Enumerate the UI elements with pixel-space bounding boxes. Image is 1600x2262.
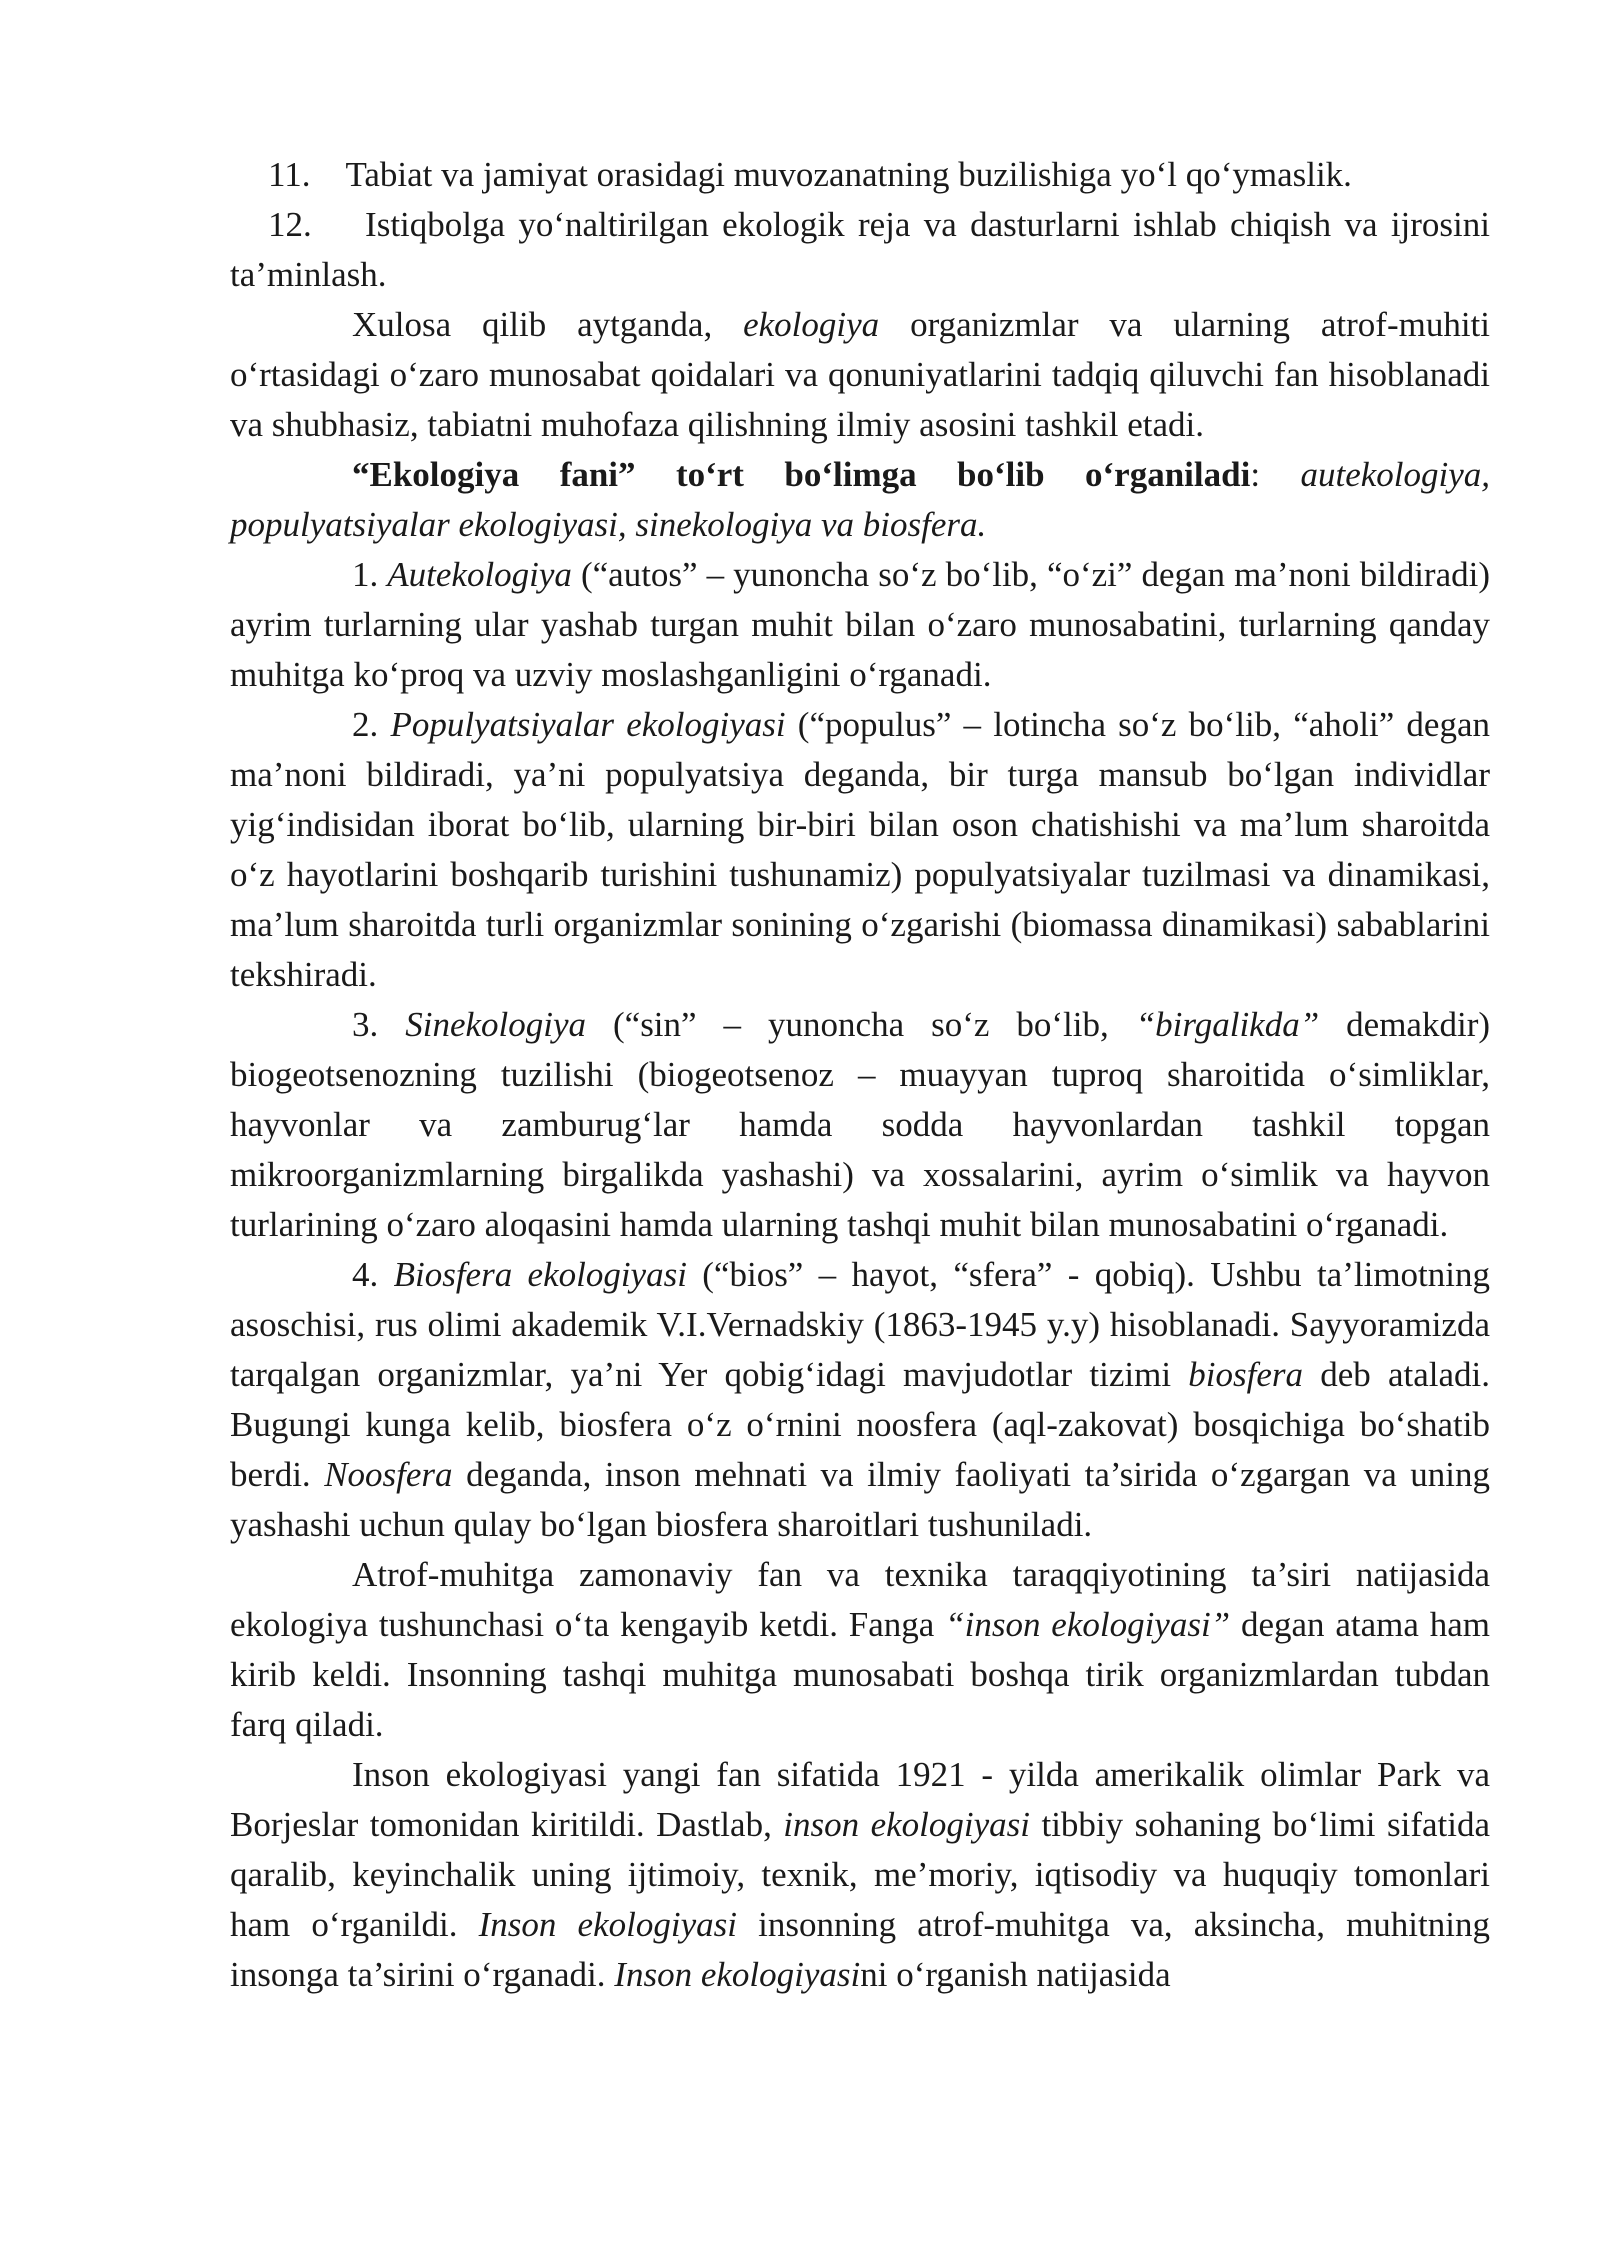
paragraph-human-ecology-intro: Atrof-muhitga zamonaviy fan va texnika taraqqiyotining ta’siri natijasida ekologiya tushunchasi o‘ta kengayib ketdi. Fanga “inson ekologiyasi” degan atama ham kirib keldi. Insonning tashqi muhitga munosabati boshqa tirik organizmlardan tubdan farq qiladi. bbox=[230, 1555, 1490, 1744]
list-text: Istiqbolga yo‘naltirilgan ekologik reja va dasturlarni ishlab chiqish va ijrosini ta’minlash. bbox=[230, 205, 1490, 294]
paragraph-autecology: 1. Autekologiya (“autos” – yunoncha so‘z bo‘lib, “o‘zi” degan ma’noni bildiradi) ayrim turlarning ular yashab turgan muhit bilan o‘zaro munosabatini, turlarning qanday muhitga ko‘proq va uzviy moslashganligini o‘rganadi. bbox=[230, 555, 1490, 694]
list-item-12 bbox=[230, 200, 1490, 300]
paragraph-human-ecology-history: Inson ekologiyasi yangi fan sifatida 1921 - yilda amerikalik olimlar Park va Borjeslar tomonidan kiritildi. Dastlab, inson ekologiyasi tibbiy sohaning bo‘limi sifatida qaralib, keyinchalik uning ijtimoiy, texnik, me’moriy, iqtisodiy va huquqiy tomonlari ham o‘rganildi. Inson ekologiyasi insonning atrof-muhitga va, aksincha, muhitning insonga ta’sirini o‘rganadi. Inson ekologiyasini o‘rganish natijasida bbox=[230, 1755, 1491, 1994]
list-number: 11. bbox=[268, 155, 311, 194]
paragraph-conclusion: Xulosa qilib aytganda, ekologiya organizmlar va ularning atrof-muhiti o‘rtasidagi o‘zaro munosabat qoidalari va qonuniyatlarini tadqiq qiluvchi fan hisoblanadi va shubhasiz, tabiatni muhofaza qilishning ilmiy asosini tashkil etadi. bbox=[230, 305, 1491, 444]
paragraph-sections: “Ekologiya fani” to‘rt bo‘limga bo‘lib o‘rganiladi: autekologiya, populyatsiyalar ekologiyasi, sinekologiya va biosfera. bbox=[230, 455, 1490, 544]
document-body bbox=[230, 150, 1490, 2000]
paragraph-population-ecology: 2. Populyatsiyalar ekologiyasi (“populus” – lotincha so‘z bo‘lib, “aholi” degan ma’noni bildiradi, ya’ni populyatsiya deganda, bir turga mansub bo‘lgan individlar yig‘indisidan iborat bo‘lib, ularning bir-biri bilan oson chatishishi va ma’lum sharoitda o‘z hayotlarini boshqarib turishini tushunamiz) populyatsiyalar tuzilmasi va dinamikasi, ma’lum sharoitda turli organizmlar sonining o‘zgarishi (biomassa dinamikasi) sabablarini tekshiradi. bbox=[230, 705, 1490, 994]
paragraph-biosphere-ecology: 4. Biosfera ekologiyasi (“bios” – hayot, “sfera” - qobiq). Ushbu ta’limotning asoschisi, rus olimi akademik V.I.Vernadskiy (1863-1945 y.y) hisoblanadi. Sayyoramizda tarqalgan organizmlar, ya’ni Yer qobig‘idagi mavjudotlar tizimi biosfera deb ataladi. Bugungi kunga kelib, biosfera o‘z o‘rnini noosfera (aql-zakovat) bosqichiga bo‘shatib berdi. Noosfera deganda, inson mehnati va ilmiy faoliyati ta’sirida o‘zgargan va uning yashashi uchun qulay bo‘lgan biosfera sharoitlari tushuniladi. bbox=[230, 1255, 1490, 1544]
list-item-11 bbox=[230, 150, 1490, 200]
list-number: 12. bbox=[268, 205, 312, 244]
paragraph-synecology: 3. Sinekologiya (“sin” – yunoncha so‘z bo‘lib, “birgalikda” demakdir) biogeotsenozning tuzilishi (biogeotsenoz – muayyan tuproq sharoitida o‘simliklar, hayvonlar va zamburug‘lar hamda sodda hayvonlardan tashkil topgan mikroorganizmlarning birgalikda yashashi) va xossalarini, ayrim o‘simlik va hayvon turlarining o‘zaro aloqasini hamda ularning tashqi muhit bilan munosabatini o‘rganadi. bbox=[230, 1005, 1490, 1244]
list-text: Tabiat va jamiyat orasidagi muvozanatning buzilishiga yo‘l qo‘ymaslik. bbox=[345, 155, 1352, 194]
